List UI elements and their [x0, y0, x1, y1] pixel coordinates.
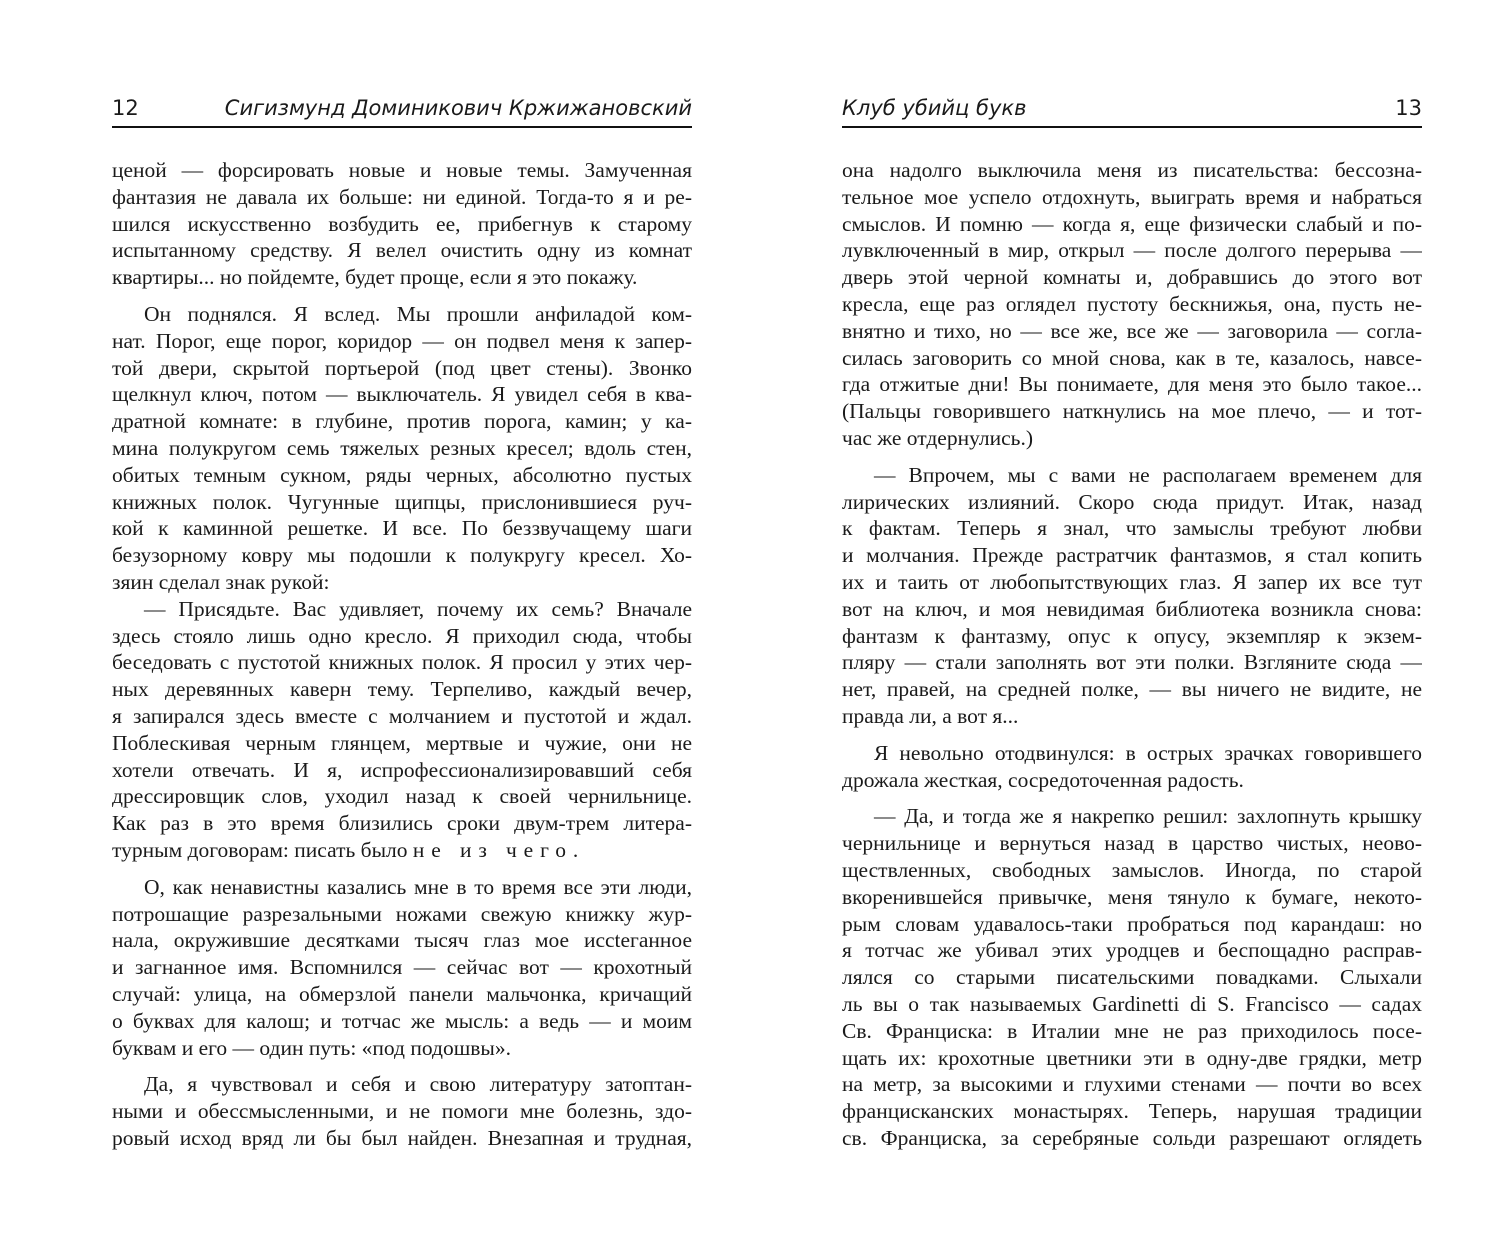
text-line: зяин сделал знак рукой:: [112, 569, 330, 594]
text-line: нет, правей, на средней полке, — вы ничего не видите, не: [842, 677, 1422, 702]
text-line: кресла, еще раз оглядел пустоту бескнижья, она, пусть не-: [842, 291, 1422, 316]
text-line: дверь этой черной комнаты и, добравшись до этого вот: [842, 265, 1422, 290]
text-line: гда отжитые дни! Вы понимаете, для меня это было такое...: [842, 372, 1422, 397]
text-line: — Присядьте. Вас удивляет, почему их семь? Вначале: [144, 596, 692, 621]
text-line: нат. Порог, еще порог, коридор — он подвел меня к запер-: [112, 328, 692, 353]
text-line: вкоренившейся привычке, меня тянуло к бумаге, некото-: [842, 884, 1422, 909]
text-fragment: турным договорам: писать было: [112, 837, 408, 862]
text-line: мина полукругом семь тяжелых резных кресел; вдоль стен,: [112, 435, 692, 460]
text-line: случай: улица, на обмерзлой панели мальчонка, кричащий: [112, 981, 692, 1006]
text-line: она надолго выключила меня из писательства: бессозна-: [842, 158, 1422, 182]
text-line: о буквах для калош; и тотчас же мысль: а ведь — и моим: [112, 1008, 692, 1033]
text-line: дрессировщик слов, уходил назад к своей чернильнице.: [112, 784, 692, 809]
page-number: 12: [112, 96, 139, 120]
text-line: потрошащие разрезальными ножами свежую книжку жур-: [112, 901, 692, 926]
body-text: [112, 157, 692, 1152]
text-line: и загнанное имя. Вспомнился — сейчас вот — крохотный: [112, 955, 692, 980]
text-line: дрожала жесткая, сосредоточенная радость.: [842, 767, 1244, 792]
text-line: лялся со старыми писательскими повадками. Слыхали: [842, 965, 1422, 990]
text-line: ль вы о так называемых Gardinetti di S. Francisco — садах: [842, 991, 1422, 1016]
text-line: ровый исход вряд ли бы был найден. Внезапная и трудная,: [112, 1125, 692, 1150]
text-line: фантазия не давала их больше: ни единой. Тогда-то я и ре-: [112, 184, 692, 209]
text-line: здесь стояло лишь одно кресло. Я приходил сюда, чтобы: [112, 623, 692, 648]
text-line: я тотчас же убивал этих уродцев и беспощадно расправ-: [842, 938, 1422, 963]
text-line: тельное мое успело отдохнуть, выиграть время и набраться: [842, 184, 1422, 209]
text-line: вот на ключ, и моя невидимая библиотека возникла снова:: [842, 596, 1422, 621]
text-line: щать их: крохотные цветники эти в одну-две грядки, метр: [842, 1045, 1422, 1070]
text-line: Да, я чувствовал и себя и свою литературу затоптан-: [144, 1072, 692, 1097]
header-rule: [112, 126, 692, 128]
text-line: лувключенный в мир, открыл — после долгого перерыва —: [842, 238, 1422, 263]
text-line: внятно и тихо, но — все же, все же — заговорила — согла-: [842, 318, 1422, 343]
text-line: ценой — форсировать новые и новые темы. Замученная: [112, 158, 692, 182]
text-line: квартиры... но пойдемте, будет проще, если я это покажу.: [112, 265, 638, 290]
text-line: на метр, за высокими и глухими стенами — почти во всех: [842, 1072, 1422, 1097]
text-line: рым словам удавалось-таки пробраться под карандаш: но: [842, 911, 1422, 936]
spaced-emphasis: не из чего.: [412, 837, 586, 862]
text-line: шился искусственно возбудить ее, прибегнув к старому: [112, 211, 692, 236]
text-line: испытанному средству. Я велел очистить одну из комнат: [112, 238, 692, 263]
text-line: ных деревянных каверн тему. Терпеливо, каждый вечер,: [112, 677, 692, 702]
page-number: 13: [1395, 96, 1422, 120]
header-rule: [842, 126, 1422, 128]
text-line: Поблескивая черным глянцем, мертвые и чужие, они не: [112, 730, 692, 755]
text-line: ными и обессмысленными, и не помоги мне болезнь, здо-: [112, 1099, 692, 1124]
text-line: Как раз в это время близились сроки двум-трем литера-: [112, 811, 692, 836]
text-line: смыслов. И помню — когда я, еще физически слабый и по-: [842, 211, 1422, 236]
text-line: силась заговорить со мной снова, как в те, казалось, навсе-: [842, 345, 1422, 370]
text-line: Он поднялся. Я вслед. Мы прошли анфиладой ком-: [144, 301, 692, 326]
running-head: [112, 92, 692, 124]
text-line: пляру — стали заполнять вот эти полки. Взгляните сюда —: [842, 650, 1422, 675]
text-line: правда ли, а вот я...: [842, 703, 1019, 728]
text-line: кой к каминной решетке. И все. По беззвучащему шаги: [112, 516, 692, 541]
text-line: фантазм к фантазму, опус к опусу, экземпляр к экзем-: [842, 623, 1422, 648]
text-line: к фактам. Теперь я знал, что замыслы требуют любви: [842, 516, 1422, 541]
text-line: нала, окружившие десятками тысяч глаз мое иссteганное: [112, 928, 692, 953]
body-text: [842, 157, 1422, 1152]
text-line: (Пальцы говорившего наткнулись на мое плечо, — и тот-: [842, 399, 1422, 424]
text-line: лирических излияний. Скоро сюда придут. Итак, назад: [842, 489, 1422, 514]
text-line: буквам и его — один путь: «под подошвы».: [112, 1035, 511, 1060]
text-line: книжных полок. Чугунные щипцы, прислонившиеся руч-: [112, 489, 692, 514]
text-line: той двери, скрытой портьерой (под цвет стены). Звонко: [112, 355, 692, 380]
text-line: дратной комнате: в глубине, против порога, камин; у ка-: [112, 409, 692, 434]
text-line: [112, 837, 692, 864]
text-line: О, как ненавистны казались мне в то время все эти люди,: [144, 874, 692, 899]
text-line: — Да, и тогда же я накрепко решил: захлопнуть крышку: [874, 804, 1422, 829]
text-line: их и таить от любопытствующих глаз. Я запер их все тут: [842, 569, 1422, 594]
text-line: св. Франциска, за серебряные сольди разрешают оглядеть: [842, 1125, 1422, 1150]
running-head: [842, 92, 1422, 124]
text-line: и молчания. Прежде растратчик фантазмов, я стал копить: [842, 543, 1422, 568]
text-line: ществленных, свободных замыслов. Иногда, по старой: [842, 857, 1422, 882]
text-line: Я невольно отодвинулся: в острых зрачках говорившего: [874, 740, 1422, 765]
text-line: час же отдернулись.): [842, 425, 1034, 450]
text-line: безузорному ковру мы подошли к полукругу кресел. Хо-: [112, 543, 692, 568]
text-line: чернильнице и вернуться назад в царство чистых, неово-: [842, 831, 1422, 856]
text-line: беседовать с пустотой книжных полок. Я просил у этих чер-: [112, 650, 692, 675]
text-line: я запирался здесь вместе с молчанием и пустотой и ждал.: [112, 703, 692, 728]
text-line: францисканских монастырях. Теперь, нарушая традиции: [842, 1099, 1422, 1124]
text-line: — Впрочем, мы с вами не располагаем временем для: [874, 462, 1422, 487]
running-title: Клуб убийц букв: [842, 96, 1027, 120]
text-line: щелкнул ключ, потом — выключатель. Я увидел себя в ква-: [112, 382, 692, 407]
text-line: хотели отвечать. И я, испрофессионализировавший себя: [112, 757, 692, 782]
text-line: обитых темным сукном, ряды черных, абсолютно пустых: [112, 462, 692, 487]
text-line: Св. Франциска: в Италии мне не раз приходилось посе-: [842, 1018, 1422, 1043]
running-title: Сигизмунд Доминикович Кржижановский: [224, 96, 692, 120]
